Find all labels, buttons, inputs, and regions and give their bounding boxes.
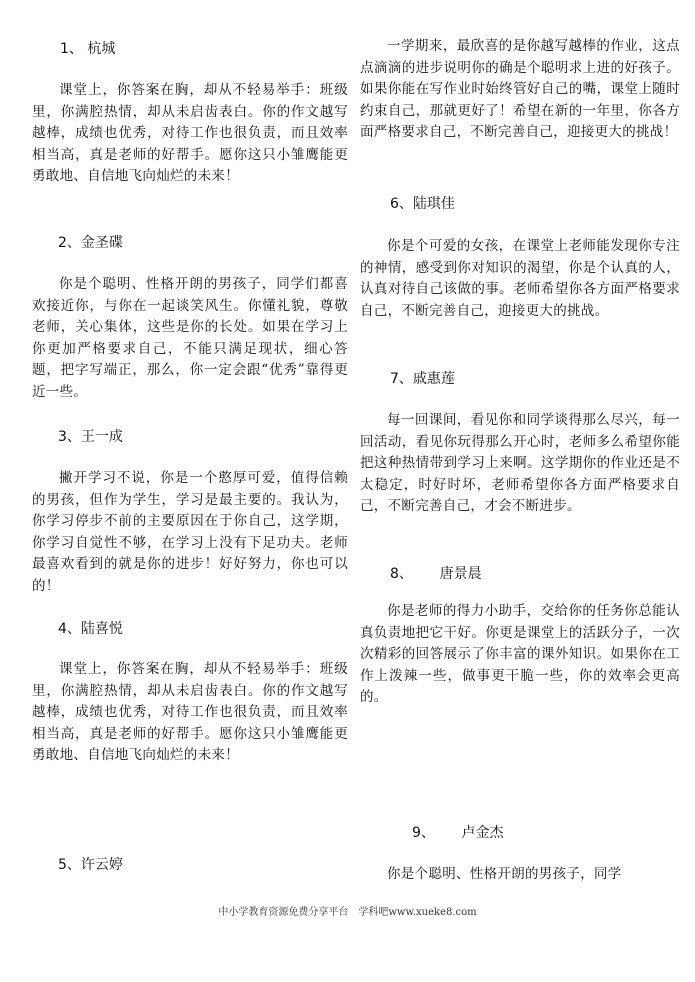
continued-comment: 一学期来，最欣喜的是你越写越棒的作业，这点点滴滴的进步说明你的确是个聪明求上进的好孩子。如果你能在写作业时始终管好自己的嘴，课堂上随时约束自己，那就更好了！希望在新的一年里，你各方面严格要求自己，不断完善自己，迎接更大的挑战！ [360, 38, 680, 141]
entry-comment-6: 你是个可爱的女孩，在课堂上老师能发现你专注的神情，感受到你对知识的渴望，你是个认真的人，认真对待自己该做的事。老师希望你各方面严格要求自己，不断完善自己，迎接更大的挑战。 [360, 238, 680, 319]
entry-comment-7: 每一回课间，看见你和同学谈得那么尽兴，每一回活动，看见你玩得那么开心时，老师多么希望你能把这种热情带到学习上来啊。这学期你的作业还是不太稳定，时好时坏，老师希望你各方面严格要求自己，不断完善自己，才会不断进步。 [360, 412, 680, 515]
entry-comment-9: 你是个聪明、性格开朗的男孩子，同学 [387, 866, 622, 882]
entry-comment-8: 你是老师的得力小助手，交给你的任务你总能认真负责地把它干好。你更是课堂上的活跃分子，一次次精彩的回答展示了你丰富的课外知识。如果你在工作上泼辣一些，做事更干脆一些，你的效率会更高的。 [360, 603, 680, 706]
entry-heading-9: 9、 卢金杰 [412, 825, 504, 841]
page-footer: 中小学教育资源免费分享平台 学科吧www.xueke8.com [218, 907, 477, 918]
entry-heading-7: 7、戚惠莲 [390, 371, 455, 387]
entry-heading-8: 8、 唐景晨 [390, 566, 482, 582]
entry-heading-3: 3、王一成 [58, 429, 123, 445]
entry-comment-1: 课堂上，你答案在胸，却从不轻易举手：班级里，你满腔热情，却从未启齿表白。你的作文越写越棒，成绩也优秀，对待工作也很负责，而且效率相当高，真是老师的好帮手。愿你这只小雏鹰能更勇敢地、自信地飞向灿烂的未来！ [32, 82, 348, 185]
entry-heading-2: 2、金圣碟 [58, 235, 123, 251]
entry-heading-6: 6、陆琪佳 [390, 196, 455, 212]
entry-heading-4: 4、陆喜悦 [58, 621, 123, 637]
entry-heading-5: 5、许云婷 [58, 857, 123, 873]
entry-comment-4: 课堂上，你答案在胸，却从不轻易举手：班级里，你满腔热情，却从未启齿表白。你的作文越写越棒，成绩也优秀，对待工作也很负责，而且效率相当高，真是老师的好帮手。愿你这只小雏鹰能更勇敢地、自信地飞向灿烂的未来！ [32, 661, 348, 764]
entry-heading-1: 1、 杭城 [60, 41, 116, 57]
entry-comment-3: 撇开学习不说，你是一个憨厚可爱，值得信赖的男孩，但作为学生，学习是最主要的。我认为，你学习停步不前的主要原因在于你自己，这学期，你学习自觉性不够，在学习上没有下足功夫。老师最喜欢看到的就是你的进步！好好努力，你也可以的！ [32, 470, 348, 594]
entry-comment-2: 你是个聪明、性格开朗的男孩子，同学们都喜欢接近你，与你在一起谈笑风生。你懂礼貌，尊敬老师，关心集体，这些是你的长处。如果在学习上你更加严格要求自己，不能只满足现状，细心答题，把字写端正，那么，你一定会跟“优秀”靠得更近一些。 [32, 276, 348, 400]
